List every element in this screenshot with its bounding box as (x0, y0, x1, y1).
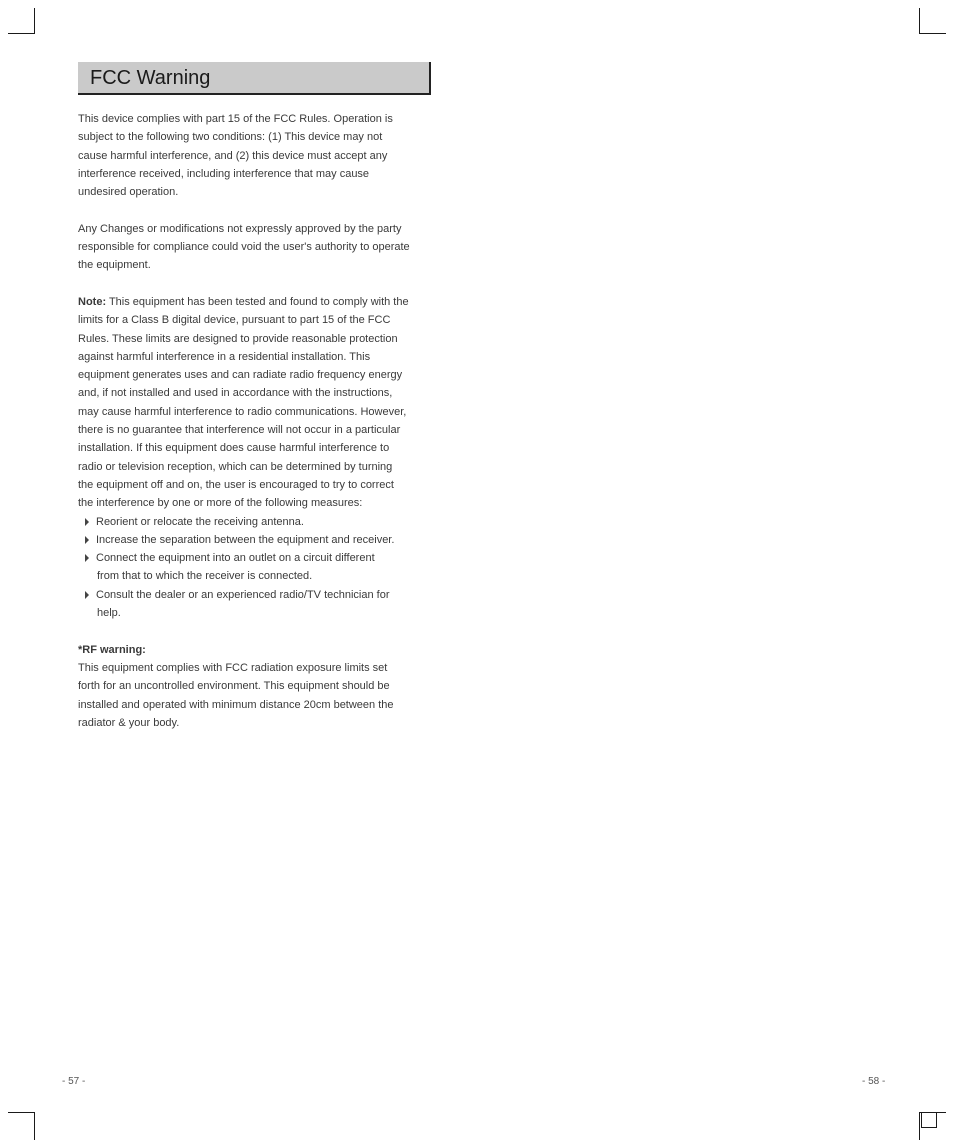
text-line: the equipment off and on, the user is encouraged to try to correct (78, 478, 394, 491)
text-line: equipment generates uses and can radiate radio frequency energy (78, 369, 403, 382)
text-line: installed and operated with minimum distance 20cm between the (78, 698, 394, 711)
list-item: Consult the dealer or an experienced radio/TV technician for (78, 586, 438, 604)
text-line: interference received, including interference that may cause (78, 167, 370, 180)
text-line: and, if not installed and used in accordance with the instructions, (78, 387, 393, 400)
modifications-paragraph (78, 220, 438, 275)
list-item-continuation: help. (97, 607, 121, 620)
compliance-paragraph (78, 110, 438, 201)
paragraph-gap (78, 201, 438, 219)
text-line: forth for an uncontrolled environment. This equipment should be (78, 680, 390, 693)
note-paragraph (78, 293, 438, 513)
text-line (78, 293, 438, 311)
crop-mark-top-left-vertical (34, 8, 35, 34)
document-body (78, 110, 438, 732)
page-number-right: - 58 - (862, 1076, 886, 1087)
note-label: Note: (78, 295, 107, 308)
text-line: subject to the following two conditions: (1) This device may not (78, 131, 383, 144)
text-line: undesired operation. (78, 186, 179, 199)
text-line: may cause harmful interference to radio communications. However, (78, 405, 407, 418)
text-line: the equipment. (78, 259, 151, 272)
triangle-bullet-icon (85, 536, 89, 544)
text-line: the interference by one or more of the following measures: (78, 497, 363, 510)
rf-warning-heading: *RF warning: (78, 643, 146, 656)
text-line: limits for a Class B digital device, pursuant to part 15 of the FCC (78, 314, 391, 327)
registration-box (921, 1112, 937, 1128)
triangle-bullet-icon (85, 591, 89, 599)
text-line: cause harmful interference, and (2) this device must accept any (78, 149, 388, 162)
text-line: Rules. These limits are designed to provide reasonable protection (78, 332, 398, 345)
triangle-bullet-icon (85, 554, 89, 562)
crop-mark-top-left-horizontal (8, 33, 35, 34)
page-number-left: - 57 - (62, 1076, 86, 1087)
measures-list (78, 513, 438, 623)
text-line: there is no guarantee that interference will not occur in a particular (78, 424, 401, 437)
list-item: Increase the separation between the equipment and receiver. (78, 531, 438, 549)
text-line: This equipment complies with FCC radiation exposure limits set (78, 661, 388, 674)
text-line: This device complies with part 15 of the FCC Rules. Operation is (78, 113, 393, 125)
text-line: against harmful interference in a residential installation. This (78, 350, 371, 363)
crop-mark-top-right-horizontal (919, 33, 946, 34)
list-item: Connect the equipment into an outlet on a circuit different (78, 549, 438, 567)
crop-mark-bottom-right-vertical (919, 1112, 920, 1140)
text-line: installation. If this equipment does cause harmful interference to (78, 442, 390, 455)
triangle-bullet-icon (85, 518, 89, 526)
text-line: radiator & your body. (78, 716, 180, 729)
text-line: radio or television reception, which can be determined by turning (78, 460, 393, 473)
section-title-bar (78, 62, 431, 95)
note-first-line: This equipment has been tested and found to comply with the (106, 295, 409, 308)
text-line: responsible for compliance could void the user's authority to operate (78, 241, 410, 254)
crop-mark-bottom-left-horizontal (8, 1112, 35, 1113)
list-item-continuation: from that to which the receiver is connected. (97, 570, 313, 583)
rf-warning-section (78, 641, 438, 732)
text-line: Any Changes or modifications not expressly approved by the party (78, 222, 402, 235)
paragraph-gap (78, 275, 438, 293)
paragraph-gap (78, 622, 438, 640)
crop-mark-top-right-vertical (919, 8, 920, 34)
list-item: Reorient or relocate the receiving antenna. (78, 513, 438, 531)
page-title: FCC Warning (90, 67, 211, 89)
crop-mark-bottom-left-vertical (34, 1112, 35, 1140)
